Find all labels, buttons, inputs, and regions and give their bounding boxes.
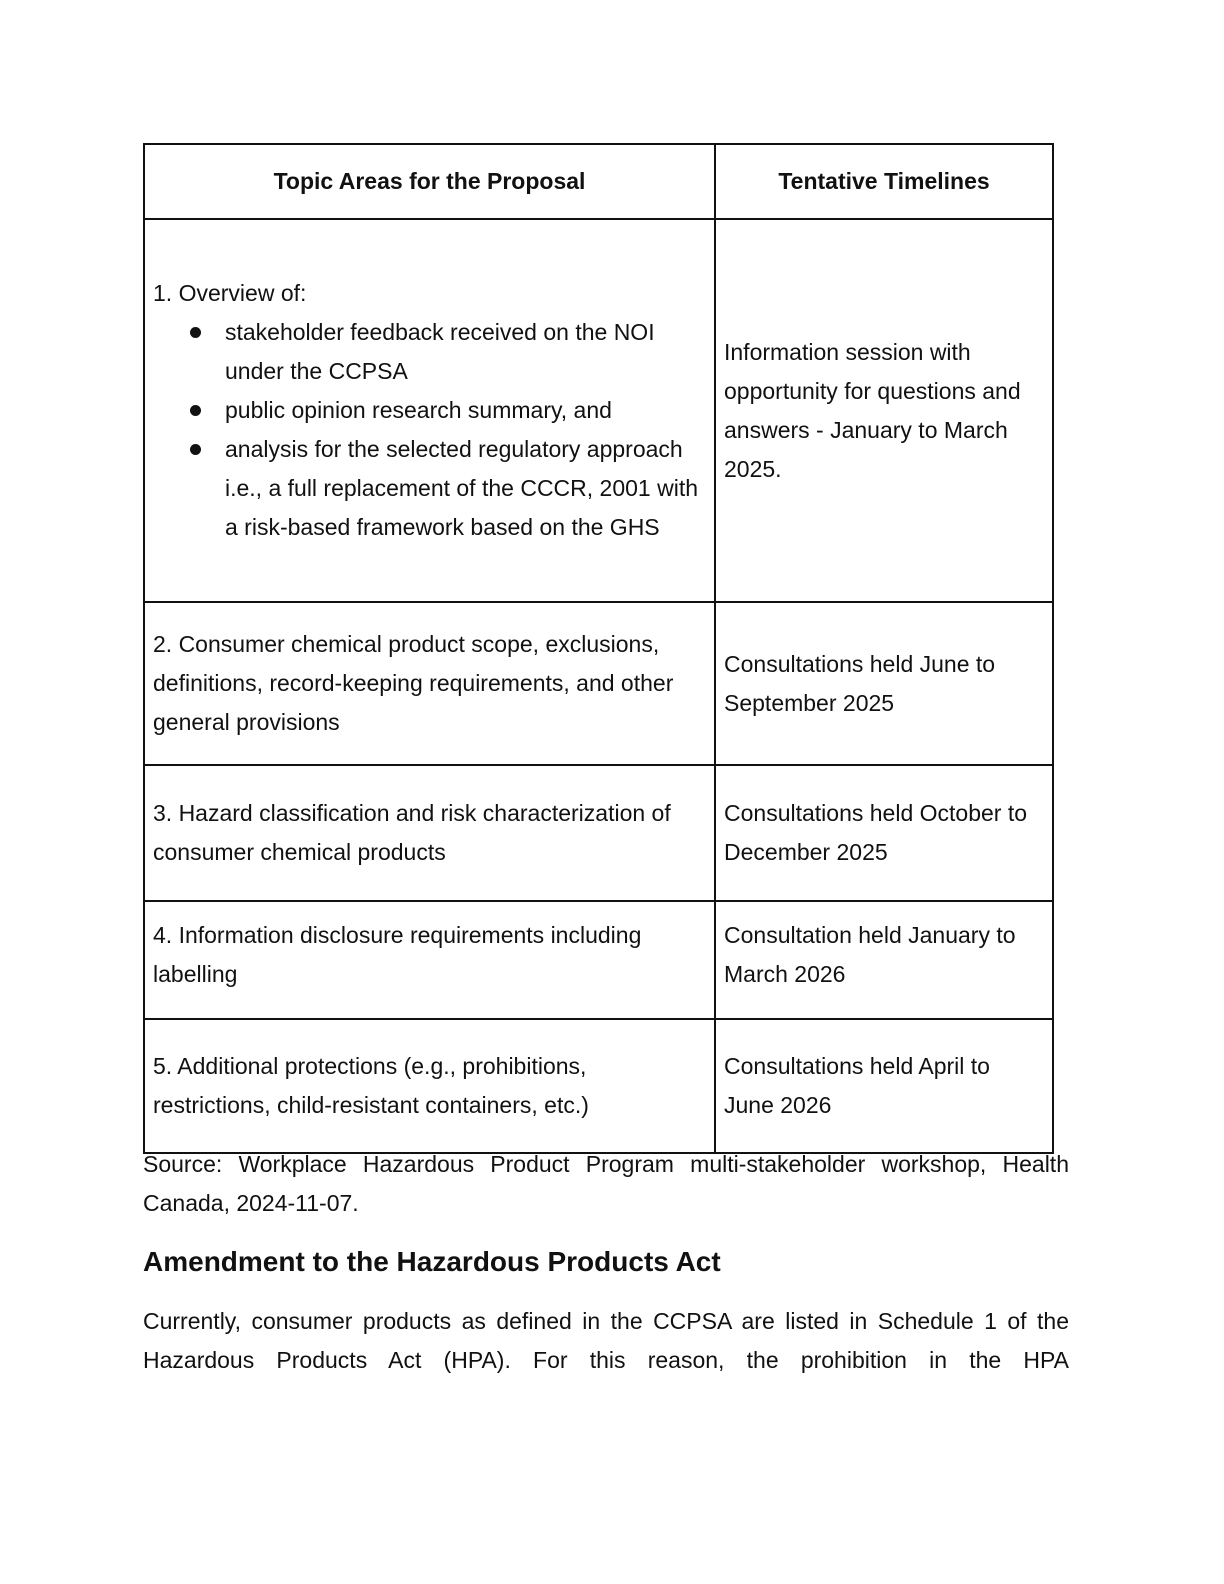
consultation-timeline-table — [143, 143, 1054, 1154]
topic-bullet-list — [153, 313, 706, 547]
table-row — [144, 1019, 1053, 1153]
timeline-cell: Consultations held April to June 2026 — [715, 1019, 1053, 1153]
bullet-icon — [190, 444, 201, 455]
table-header-row — [144, 144, 1053, 219]
bullet-item — [225, 313, 706, 391]
table-row — [144, 901, 1053, 1019]
bullet-item — [225, 430, 706, 547]
table-row — [144, 219, 1053, 602]
section-paragraph: Currently, consumer products as defined in the CCPSA are listed in Schedule 1 of the Hazardous Products Act (HPA). For this reason, the prohibition in the HPA — [143, 1308, 1069, 1373]
header-tentative-timelines: Tentative Timelines — [715, 144, 1053, 219]
table-source-note: Source: Workplace Hazardous Product Program multi-stakeholder workshop, Health Canada, 2024-11-07. — [143, 1151, 1069, 1216]
bullet-text: public opinion research summary, and — [225, 397, 612, 423]
bullet-item — [225, 391, 706, 430]
bullet-text: analysis for the selected regulatory approach i.e., a full replacement of the CCCR, 2001 with a risk-based framework based on the GHS — [225, 436, 699, 540]
timeline-cell: Consultations held June to September 2025 — [715, 602, 1053, 765]
table-row — [144, 765, 1053, 901]
topic-intro: 1. Overview of: — [153, 280, 307, 306]
timeline-cell: Information session with opportunity for questions and answers - January to March 2025. — [715, 219, 1053, 602]
bullet-text: stakeholder feedback received on the NOI under the CCPSA — [225, 319, 655, 384]
topic-cell: 5. Additional protections (e.g., prohibitions, restrictions, child-resistant containers, etc.) — [144, 1019, 715, 1153]
topic-cell: 4. Information disclosure requirements including labelling — [144, 901, 715, 1019]
topic-cell: 2. Consumer chemical product scope, exclusions, definitions, record-keeping requirements, and other general provisions — [144, 602, 715, 765]
timeline-cell: Consultation held January to March 2026 — [715, 901, 1053, 1019]
header-topic-areas: Topic Areas for the Proposal — [144, 144, 715, 219]
timeline-cell: Consultations held October to December 2025 — [715, 765, 1053, 901]
bullet-icon — [190, 327, 201, 338]
topic-cell: 3. Hazard classification and risk characterization of consumer chemical products — [144, 765, 715, 901]
section-heading: Amendment to the Hazardous Products Act — [143, 1246, 721, 1277]
topic-cell — [144, 219, 715, 602]
bullet-icon — [190, 405, 201, 416]
table-row — [144, 602, 1053, 765]
